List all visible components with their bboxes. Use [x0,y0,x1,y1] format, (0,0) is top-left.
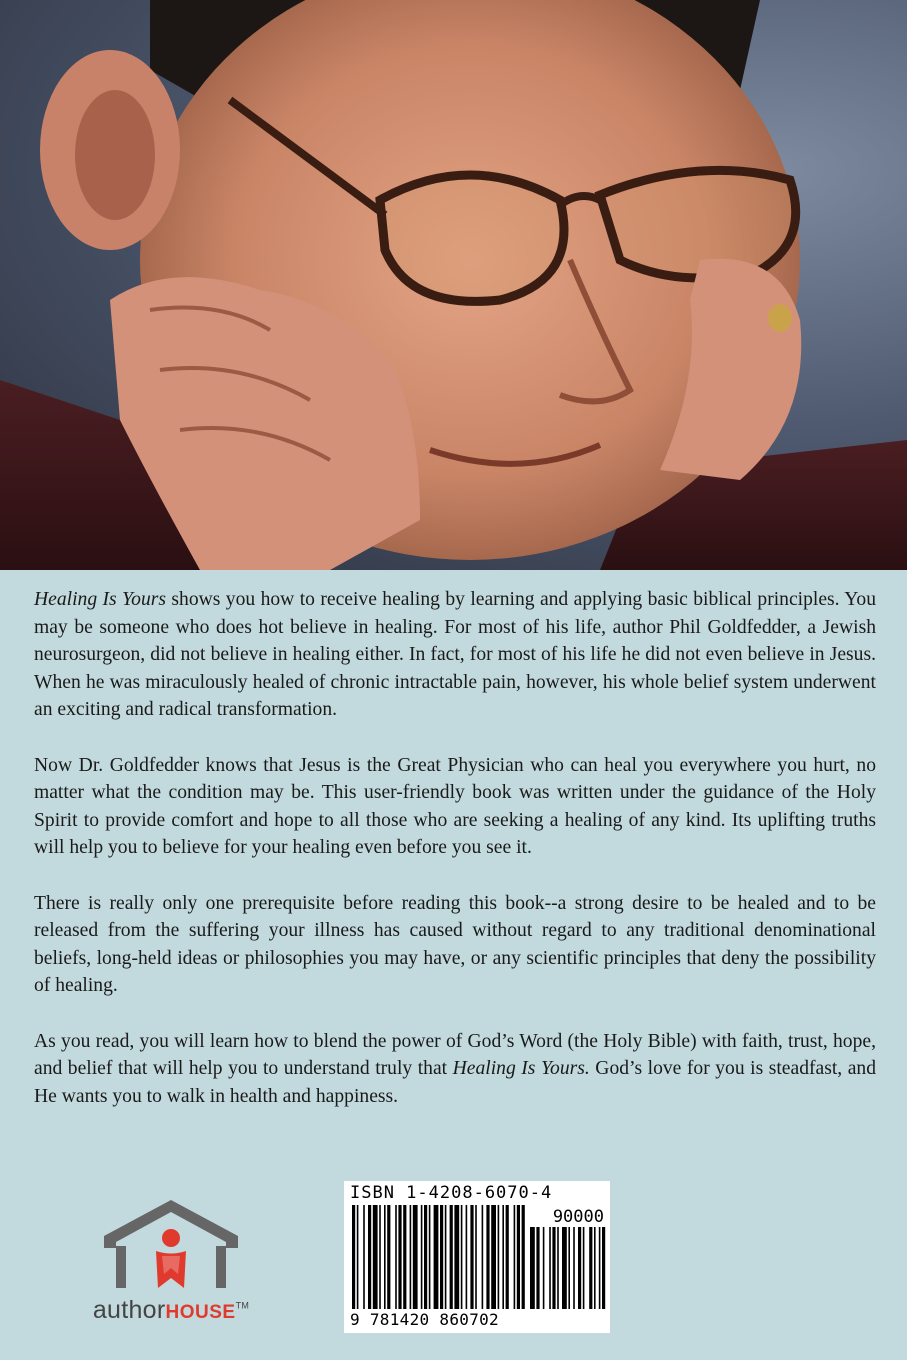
paragraph-4-italic-title: Healing Is Yours. [452,1058,590,1080]
barcode-bar [424,1205,427,1309]
house-person-icon [66,1196,276,1296]
ean-number: 9 781420 860702 [350,1310,499,1329]
addon-barcode-bar [549,1227,551,1309]
barcode-bar [450,1205,453,1309]
barcode-bar [403,1205,406,1309]
barcode-bar [466,1205,468,1309]
description-paragraph-1 [34,586,876,724]
barcode-bar [387,1205,390,1309]
barcode-bar [410,1205,412,1309]
isbn-barcode [344,1181,610,1333]
barcode-bar [421,1205,423,1309]
barcode-bar [373,1205,378,1309]
addon-barcode-bar [557,1227,559,1309]
description-paragraph-4 [34,1028,876,1111]
addon-barcode-bar [589,1227,592,1309]
barcode-bar [502,1205,504,1309]
barcode-bar [398,1205,401,1309]
price-code: 90000 [552,1207,604,1227]
description-paragraph-3: There is really only one prerequisite before reading this book--a strong desire to be healed and to be released from the suffering your illness has caused without regard to any traditional denominational beliefs, long-held ideas or philosophies you may have, or any scientific principles that deny the possibility of healing. [34,892,876,997]
barcode-bar [357,1205,359,1309]
addon-barcode-bar [594,1227,596,1309]
barcode-bar [413,1205,418,1309]
publisher-name [66,1296,276,1325]
barcode-bar [475,1205,477,1309]
paragraph-4-before: As you read, you will learn how to blend the power of God’s Word (the Holy Bible) with faith, trust, hope, and belief that will help you to understand truly that [34,1030,876,1080]
addon-barcode-bar [573,1227,575,1309]
barcode-bar [352,1205,355,1309]
addon-barcode-bar [568,1227,570,1309]
back-cover-description [34,586,876,1138]
addon-barcode-bar [599,1227,601,1309]
paragraph-4-after: God’s love for you is steadfast, and He wants you to walk in health and happiness. [34,1058,876,1107]
book-title-italic: Healing Is Yours [34,589,167,610]
barcode-bar [379,1205,381,1309]
addon-barcode-bar [536,1227,539,1309]
addon-barcode-bar [543,1227,545,1309]
addon-barcode-bar [562,1227,567,1309]
barcode-bar [470,1205,473,1309]
barcode-bar [491,1205,496,1309]
addon-barcode-bar [530,1227,535,1309]
barcode-bar [506,1205,509,1309]
addon-barcode-bar [552,1227,555,1309]
barcode-bar [434,1205,439,1309]
barcode-bar [486,1205,489,1309]
barcode-bar [454,1205,459,1309]
barcode-bar [461,1205,463,1309]
barcode-bar [384,1205,386,1309]
portrait-illustration [0,0,907,570]
barcode-bar [395,1205,397,1309]
paragraph-1-text: shows you how to receive healing by learning and applying basic biblical principles. You may be someone who does hot believe in healing. For most of his life, author Phil Goldfedder, a Jewish neurosurgeon, did not believe in healing either. In fact, for most of his life he did not even believe in Jesus. When he was miraculously healed of chronic intractable pain, however, his whole belief system underwent an exciting and radical transformation. [34,589,877,721]
addon-barcode-bar [578,1227,581,1309]
barcode-bar [429,1205,431,1309]
barcode-bar [514,1205,516,1309]
publisher-name-house: HOUSE [165,1302,236,1323]
isbn-text: ISBN 1-4208-6070-4 [350,1183,553,1203]
description-paragraph-2: Now Dr. Goldfedder knows that Jesus is the Great Physician who can heal you everywhere you hurt, no matter what the condition may be. This user-friendly book was written under the guidance of the Holy Spirit to provide comfort and hope to all those who are seeking a healing of any kind. Its uplifting truths will help you to believe for your healing even before you see it. [34,754,876,859]
barcode-bar [522,1205,525,1309]
trademark-mark: TM [235,1300,250,1311]
author-portrait-photo [0,0,907,570]
barcode-bar [482,1205,484,1309]
publisher-name-author: author [92,1296,166,1324]
barcode-bar [363,1205,365,1309]
barcode-bar [440,1205,443,1309]
addon-barcode-bar [602,1227,605,1309]
barcode-bar [368,1205,371,1309]
barcode-bar [517,1205,520,1309]
barcode-bar [445,1205,447,1309]
barcode-bar [498,1205,500,1309]
addon-barcode-bar [583,1227,585,1309]
authorhouse-logo [66,1196,276,1336]
